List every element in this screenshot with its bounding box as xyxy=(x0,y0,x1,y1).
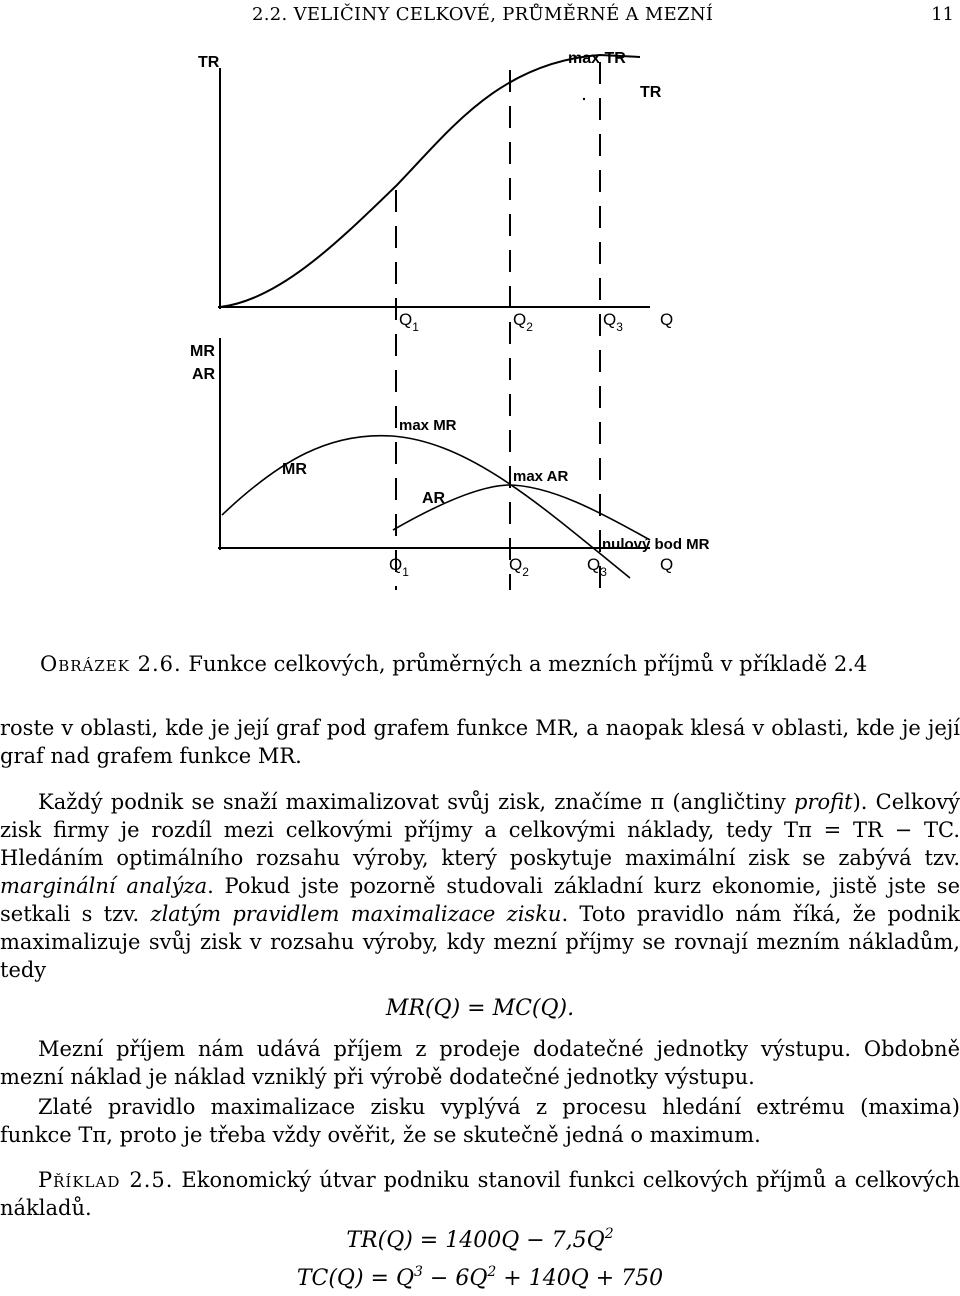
tr-curve xyxy=(220,55,640,307)
golden-rule-term: zlatým pravidlem maximalizace zisku xyxy=(150,902,562,926)
equation-tr: $TR(Q) = 1400Q - 7,5Q^2$ xyxy=(346,1226,614,1253)
paragraph-4 xyxy=(0,1093,960,1149)
caption-text: Funkce celkových, průměrných a mezních příjmů v příkladě 2.4 xyxy=(188,652,868,676)
top-graph xyxy=(198,50,673,590)
mr-ar-axis-label-mr: MR xyxy=(190,343,215,360)
page-number: 11 xyxy=(931,4,954,25)
mr-ar-axis-label-ar: AR xyxy=(192,366,216,383)
equation-tc: $TC(Q) = Q^3 - 6Q^2 + 140Q + 750$ xyxy=(296,1264,664,1291)
profit-term: profit xyxy=(794,790,853,814)
paragraph-4-text: Zlaté pravidlo maximalizace zisku vyplývá z procesu hledání extrému (maxima) funkce Tπ, proto je třeba vždy ověřit, že se skutečně jedná o maximum. xyxy=(0,1095,960,1147)
top-q3-label: $Q_3$ xyxy=(603,310,623,334)
max-mr-label: max MR xyxy=(399,417,457,434)
bottom-q-axis-label: Q xyxy=(660,555,674,574)
zero-mr-label: nulový bod MR xyxy=(602,536,710,553)
bottom-q3-label: $Q_3$ xyxy=(587,555,607,579)
ar-curve-label: AR xyxy=(422,490,446,507)
figure-caption xyxy=(40,652,867,676)
dot-mark xyxy=(583,98,585,100)
caption-label: Obrázek 2.6. xyxy=(40,652,182,676)
tr-curve-label: TR xyxy=(640,84,662,101)
tr-axis-label: TR xyxy=(198,54,220,71)
paragraph-2 xyxy=(0,788,960,984)
page-header xyxy=(0,4,960,28)
example-text: Příklad 2.5. Ekonomický útvar podniku stanovil funkci celkových příjmů a celkových nákladů. xyxy=(0,1168,960,1220)
revenue-figure xyxy=(0,36,960,596)
paragraph-1 xyxy=(0,714,960,770)
paragraph-1-text: roste v oblasti, kde je její graf pod grafem funkce MR, a naopak klesá v oblasti, kde je její graf nad grafem funkce MR. xyxy=(0,716,960,768)
paragraph-3-text: Mezní příjem nám udává příjem z prodeje dodatečné jednotky výstupu. Obdobně mezní náklad je náklad vzniklý při výrobě dodatečné jednotky výstupu. xyxy=(0,1037,960,1089)
mr-curve-label: MR xyxy=(282,461,307,478)
paragraph-3 xyxy=(0,1035,960,1091)
paragraph-2-text: Každý podnik se snaží maximalizovat svůj zisk, značíme π (angličtiny profit). Celkový zisk firmy je rozdíl mezi celkovými příjmy a celkovými náklady, tedy Tπ = TR − TC. Hledáním optimálního rozsahu výroby, který poskytuje maximální zisk se zabývá tzv. marginální analýza. Pokud jste pozorně studovali základní kurz ekonomie, jistě jste se setkali s tzv. zlatým pravidlem maximalizace zisku. Toto pravidlo nám říká, že podnik maximalizuje svůj zisk v rozsahu výroby, kdy mezní příjmy se rovnají mezním nákladům, tedy xyxy=(0,790,960,982)
bottom-q2-label: $Q_2$ xyxy=(509,555,529,579)
example-paragraph xyxy=(0,1166,960,1222)
top-q2-label: $Q_2$ xyxy=(513,310,533,334)
equation-mr-mc: MR(Q) = MC(Q). xyxy=(385,996,575,1021)
max-tr-label: max TR xyxy=(568,50,626,67)
marginal-analysis-term: marginální analýza xyxy=(0,874,208,898)
top-q-axis-label: Q xyxy=(660,310,674,329)
example-label: Příklad 2.5. xyxy=(38,1168,174,1192)
max-ar-label: max AR xyxy=(513,468,569,485)
section-title: 2.2. VELIČINY CELKOVÉ, PRŮMĚRNÉ A MEZNÍ xyxy=(252,4,714,25)
bottom-graph xyxy=(190,338,710,579)
top-q1-label: $Q_1$ xyxy=(399,310,419,334)
bottom-q1-label: $Q_1$ xyxy=(389,555,409,579)
